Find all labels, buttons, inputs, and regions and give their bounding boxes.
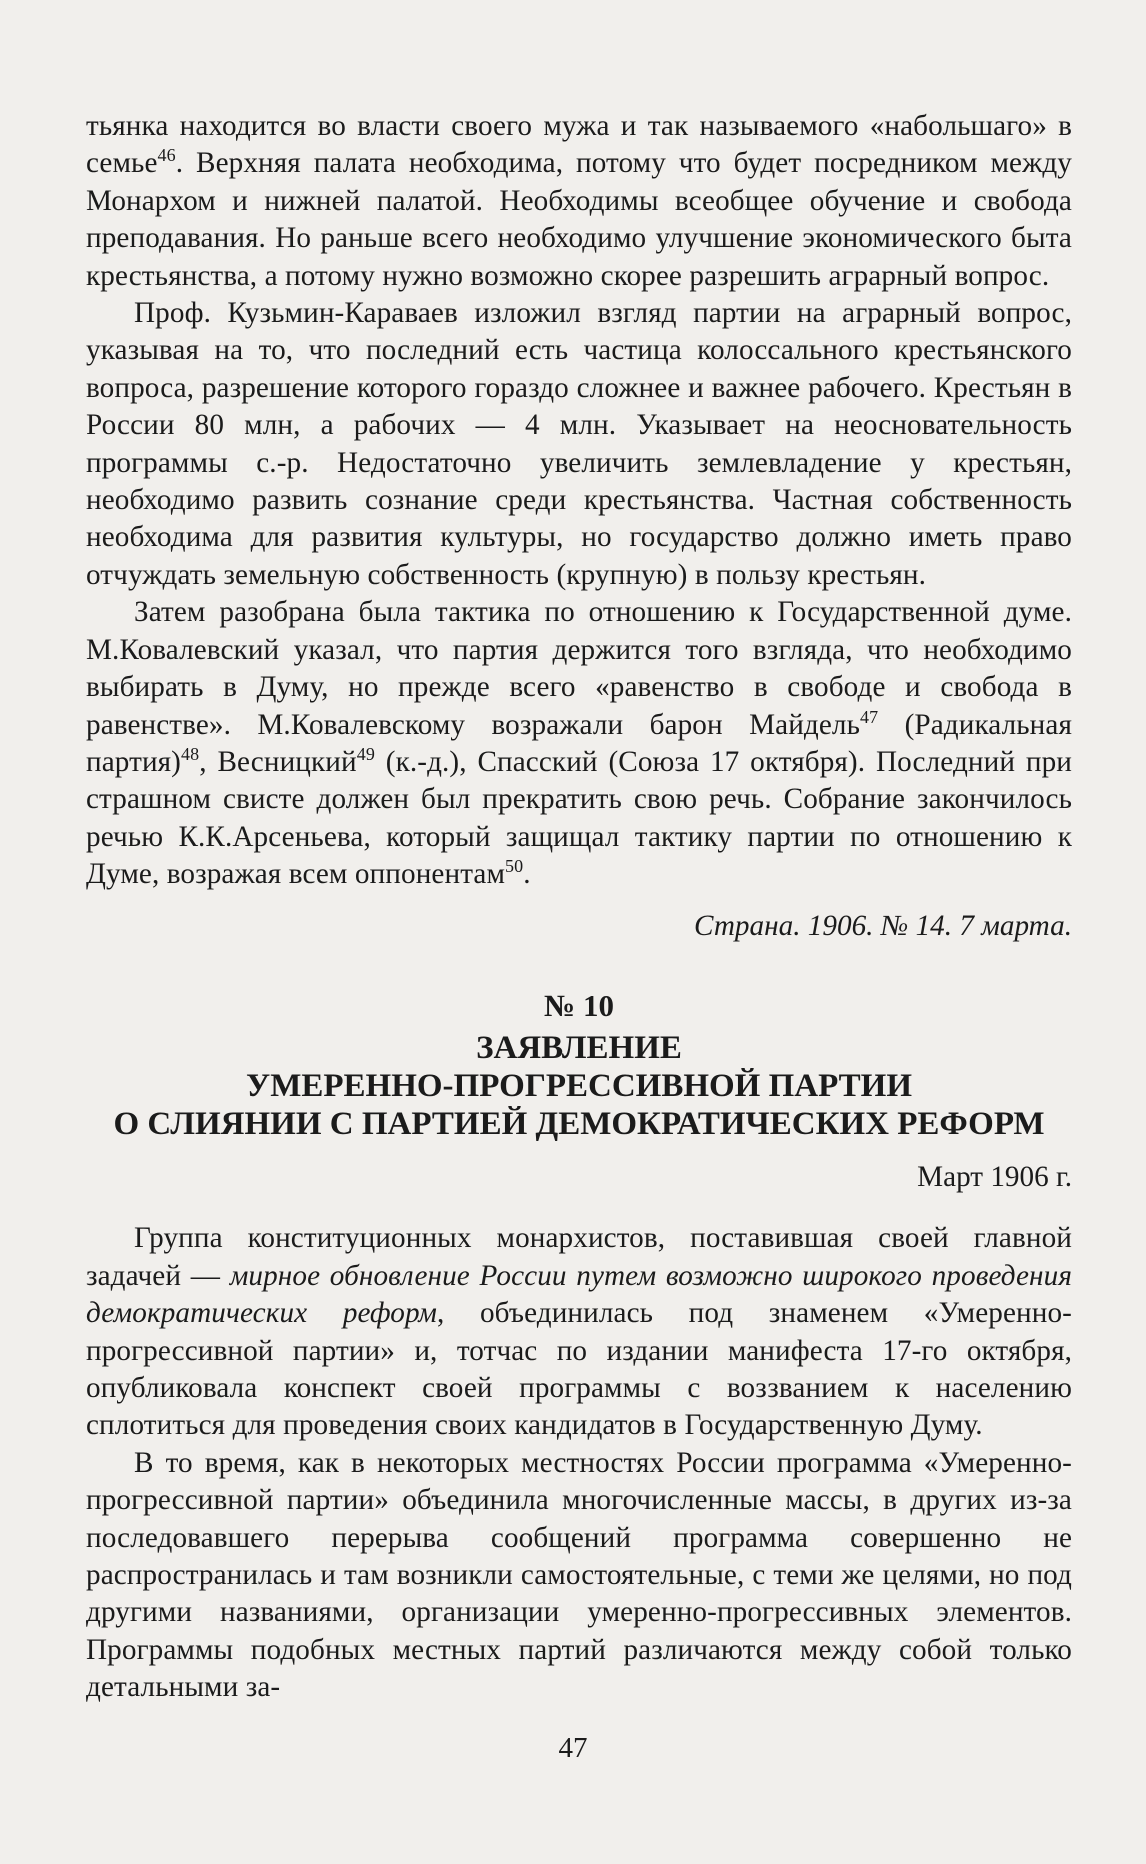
footnote-ref: 48 [181,743,200,764]
paragraph-4: Группа конституционных монархистов, поставившая своей главной задачей — мирное обновление России путем возможно широкого проведения демократических реформ, объединилась под знаменем «Умеренно-прогрессивной партии» и, тотчас по издании манифеста 17-го октября, опубликовала конспект своей программы с воззванием к населению сплотиться для проведения своих кандидатов в Государственную Думу. [86,1222,1073,1442]
paragraph-1: тьянка находится во власти своего мужа и так называемого «набольшаго» в семье$^{46}$. Верхняя палата необходима, потому что будет посредником между Монархом и нижней палатой. Необходимы всеобщее обучение и свобода преподавания. Но раньше всего необходимо улучшение экономического быта крестьянства, а потому нужно возможно скорее разрешить аграрный вопрос. [86,110,1072,292]
title-line: ЗАЯВЛЕНИЕ [476,1029,682,1066]
title-line: О СЛИЯНИИ С ПАРТИЕЙ ДЕМОКРАТИЧЕСКИХ РЕФОРМ [113,1105,1045,1142]
document-number: № 10 [544,987,614,1023]
page-number: 47 [558,1732,588,1764]
page-body [86,108,1072,1707]
footnote-ref: 49 [356,743,375,764]
paragraph-3: Затем разобрана была тактика по отношению к Государственной думе. М.Ковалевский указал, что партия держится того взгляда, что необходимо выбирать в Думу, но прежде всего «равенство в свободе и свобода в равенстве». М.Ковалевскому возражали барон Майдель$^{47}$ (Радикальная партия)$^{48}$, Весницкий$^{49}$ (к.-д.), Спасский (Союза 17 октября). Последний при страшном свисте должен был прекратить свою речь. Собрание закончилось речью К.К.Арсеньева, который защищал тактику партии по отношению к Думе, возражая всем оппонентам$^{50}$. [86,596,1073,891]
paragraph-2: Проф. Кузьмин-Караваев изложил взгляд партии на аграрный вопрос, указывая на то, что последний есть частица колоссального крестьянского вопроса, разрешение которого гораздо сложнее и важнее рабочего. Крестьян в России 80 млн, а рабочих — 4 млн. Указывает на неосновательность программы с.-р. Недостаточно увеличить землевладение у крестьян, необходимо развить сознание среди крестьянства. Частная собственность необходима для развития культуры, но государство должно иметь право отчуждать земельную собственность (крупную) в пользу крестьян. [86,297,1072,591]
document-title [86,1029,1072,1143]
title-line: УМЕРЕННО-ПРОГРЕССИВНОЙ ПАРТИИ [245,1067,912,1104]
footnote-ref: 47 [860,706,879,727]
footnote-ref: 46 [157,145,176,166]
emphasis-text: мирное обновление России путем возможно широкого проведения демократических реформ [86,1259,1073,1330]
source-citation: Страна. 1906. № 14. 7 марта. [693,909,1072,942]
document-date: Март 1906 г. [917,1160,1072,1193]
footnote-ref: 50 [505,856,524,877]
paragraph-5: В то время, как в некоторых местностях России программа «Умеренно-прогрессивной партии» объединила многочисленные массы, в других из-за последовавшего перерыва сообщений программа совершенно не распространилась и там возникли самостоятельные, с теми же целями, но под другими названиями, организации умеренно-прогрессивных элементов. Программы подобных местных партий различаются между собой только детальными за- [86,1446,1072,1704]
